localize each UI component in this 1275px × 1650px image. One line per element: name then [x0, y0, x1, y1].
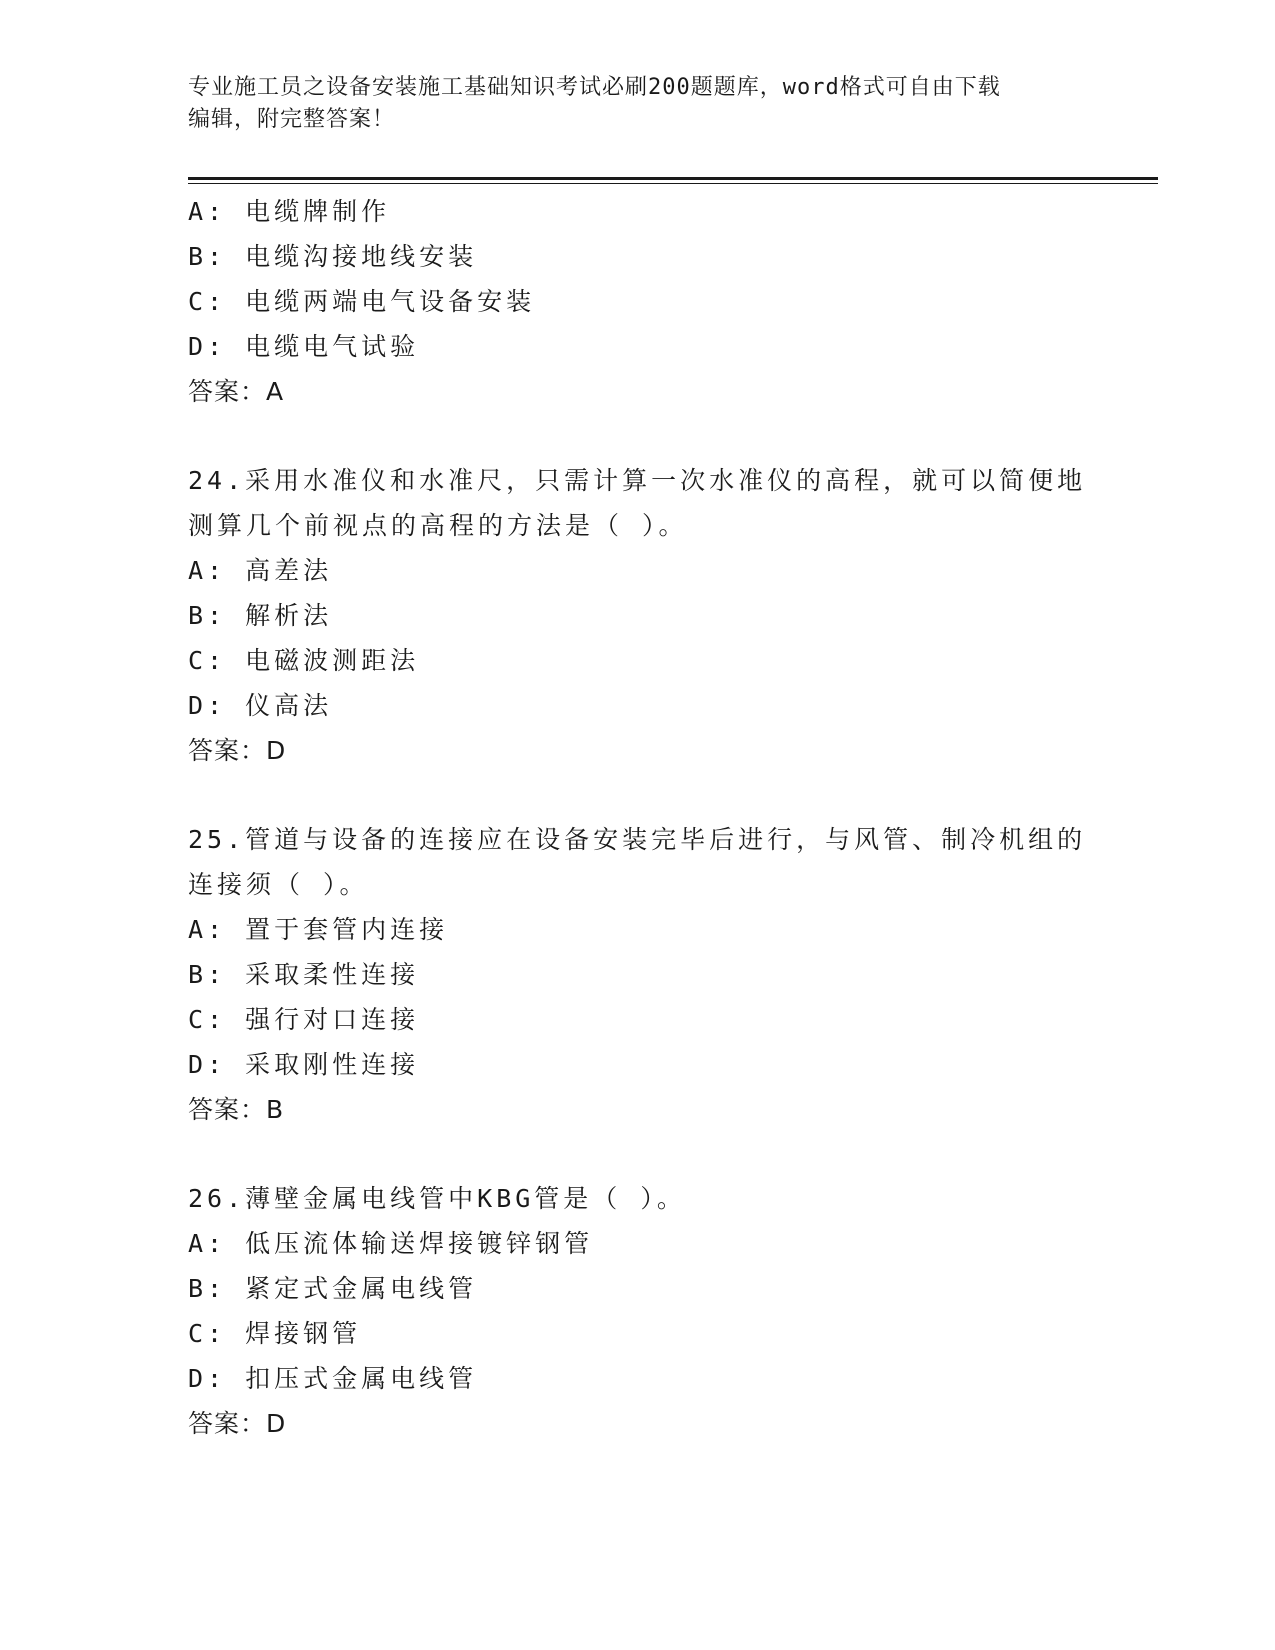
- option-a: A: 低压流体输送焊接镀锌钢管: [188, 1229, 594, 1258]
- option-a: A: 置于套管内连接: [188, 915, 449, 944]
- question-24-line-2: 测算几个前视点的高程的方法是（ ）。: [188, 511, 688, 540]
- option-b: B: 解析法: [188, 601, 333, 630]
- option-c: C: 电磁波测距法: [188, 646, 420, 675]
- header-divider-thick: [188, 177, 1158, 180]
- option-b: B: 采取柔性连接: [188, 960, 420, 989]
- answer-label: 答案：D: [188, 736, 287, 765]
- option-d: D: 电缆电气试验: [188, 332, 420, 361]
- option-b: B: 电缆沟接地线安装: [188, 242, 478, 271]
- answer-label: 答案：A: [188, 377, 285, 406]
- option-d: D: 采取刚性连接: [188, 1050, 420, 1079]
- option-d: D: 仪高法: [188, 691, 333, 720]
- option-c: C: 电缆两端电气设备安装: [188, 287, 536, 316]
- option-a: A: 电缆牌制作: [188, 197, 391, 226]
- question-26-line-1: 26.薄壁金属电线管中KBG管是（ ）。: [188, 1184, 686, 1213]
- header-title-line-2: 编辑，附完整答案！: [188, 107, 396, 132]
- answer-label: 答案：D: [188, 1409, 287, 1438]
- header-divider-thin: [188, 183, 1158, 184]
- question-24-line-1: 24.采用水准仪和水准尺，只需计算一次水准仪的高程，就可以简便地: [188, 466, 1087, 495]
- option-c: C: 焊接钢管: [188, 1319, 362, 1348]
- option-c: C: 强行对口连接: [188, 1005, 420, 1034]
- answer-label: 答案：B: [188, 1095, 285, 1124]
- header-title-line-1: 专业施工员之设备安装施工基础知识考试必刷200题题库，word格式可自由下载: [188, 75, 1001, 100]
- question-25-line-1: 25.管道与设备的连接应在设备安装完毕后进行，与风管、制冷机组的: [188, 825, 1087, 854]
- option-a: A: 高差法: [188, 556, 333, 585]
- option-b: B: 紧定式金属电线管: [188, 1274, 478, 1303]
- question-25-line-2: 连接须（ ）。: [188, 870, 369, 899]
- document-header: [188, 72, 1088, 136]
- option-d: D: 扣压式金属电线管: [188, 1364, 478, 1393]
